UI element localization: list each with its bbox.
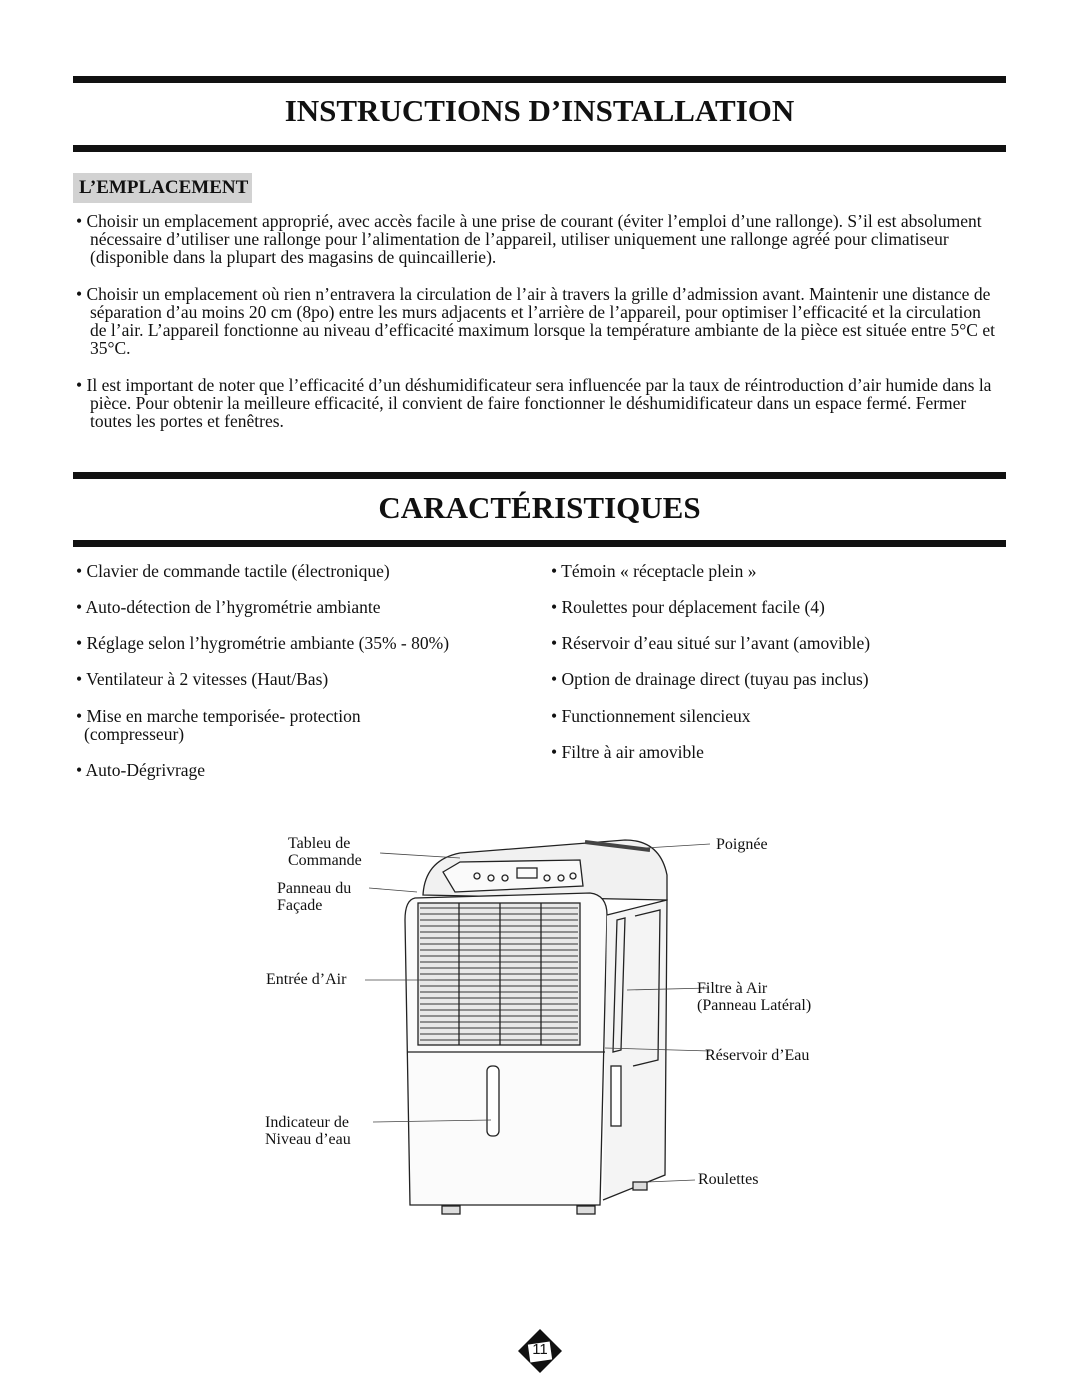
location-heading: L’EMPLACEMENT (73, 173, 252, 203)
label-water-indicator: Indicateur de Niveau d’eau (265, 1114, 351, 1148)
feature-right-2: • Roulettes pour déplacement facile (4) (551, 597, 825, 617)
feature-left-3: • Réglage selon l’hygrométrie ambiante (35% - 80%) (76, 633, 450, 653)
label-handle: Poignée (716, 836, 768, 853)
top-rule (73, 76, 1006, 83)
page-number: 11 (532, 1341, 548, 1358)
feature-left-1: • Clavier de commande tactile (électronique) (76, 561, 390, 581)
features-top-rule (73, 472, 1006, 479)
feature-left-2: • Auto-détection de l’hygrométrie ambiante (76, 597, 381, 617)
installation-paragraph-3: • Il est important de noter que l’efficacité d’un déshumidificateur sera influencée par la taux de réintroduction d’air humide dans la pièce. Pour obtenir la meilleure efficacité, il convient de faire fonctionner le déshumidificateur dans un espace fermé. Fermer toutes les portes et fenêtres. (76, 375, 992, 431)
feature-right-3: • Réservoir d’eau situé sur l’avant (amovible) (551, 633, 871, 653)
caster-front-left (442, 1206, 460, 1214)
installation-paragraph-1: • Choisir un emplacement approprié, avec accès facile à une prise de courant (éviter l’emploi d’une rallonge). S’il est absolument nécessaire d’utiliser une rallonge pour l’alimentation de l’appareil, utiliser uniquement une rallonge agréé pour climatiseur (disponible dans la plupart des magasins de quincaillerie). (76, 211, 982, 267)
feature-right-4: • Option de drainage direct (tuyau pas inclus) (551, 669, 869, 689)
caster-front-right (577, 1206, 595, 1214)
feature-left-5-continued: (compresseur) (84, 724, 185, 744)
feature-right-1: • Témoin « réceptacle plein » (551, 561, 757, 581)
feature-right-6: • Filtre à air amovible (551, 742, 704, 762)
leader-front-panel (369, 888, 417, 892)
leader-casters (647, 1180, 695, 1182)
water-level-slot (487, 1066, 499, 1136)
label-air-intake: Entrée d’Air (266, 971, 347, 988)
features-title-rule (73, 540, 1006, 547)
feature-left-4: • Ventilateur à 2 vitesses (Haut/Bas) (76, 669, 329, 689)
feature-right-5: • Functionnement silencieux (551, 706, 751, 726)
label-casters: Roulettes (698, 1171, 759, 1188)
label-front-panel: Panneau du Façade (277, 880, 352, 914)
leader-handle (645, 844, 710, 848)
label-water-tank: Réservoir d’Eau (705, 1047, 810, 1064)
leader-control-panel (380, 853, 460, 858)
installation-paragraph-2: • Choisir un emplacement où rien n’entravera la circulation de l’air à travers la grille d’admission avant. Maintenir une distance de séparation d’au moins 20 cm (8po) entre les murs adjacents et l’arrière de l’appareil, pour optimiser l’efficacité et la circulation de l’air. L’appareil fonctionne au niveau d’efficacité maximum lorsque la température ambiante de la pièce est située entre 5°C et 35°C. (76, 284, 995, 358)
installation-title: INSTRUCTIONS D’INSTALLATION (284, 93, 795, 128)
installation-title-rule (73, 145, 1006, 152)
control-panel-shape (443, 860, 583, 892)
page-number-badge (517, 1328, 563, 1374)
label-control-panel: Tableu de Commande (288, 835, 362, 869)
label-air-filter: Filtre à Air (Panneau Latéral) (697, 980, 812, 1014)
feature-left-6: • Auto-Dégrivrage (76, 760, 206, 780)
feature-left-5: • Mise en marche temporisée- protection (76, 706, 361, 726)
features-title: CARACTÉRISTIQUES (378, 490, 701, 525)
